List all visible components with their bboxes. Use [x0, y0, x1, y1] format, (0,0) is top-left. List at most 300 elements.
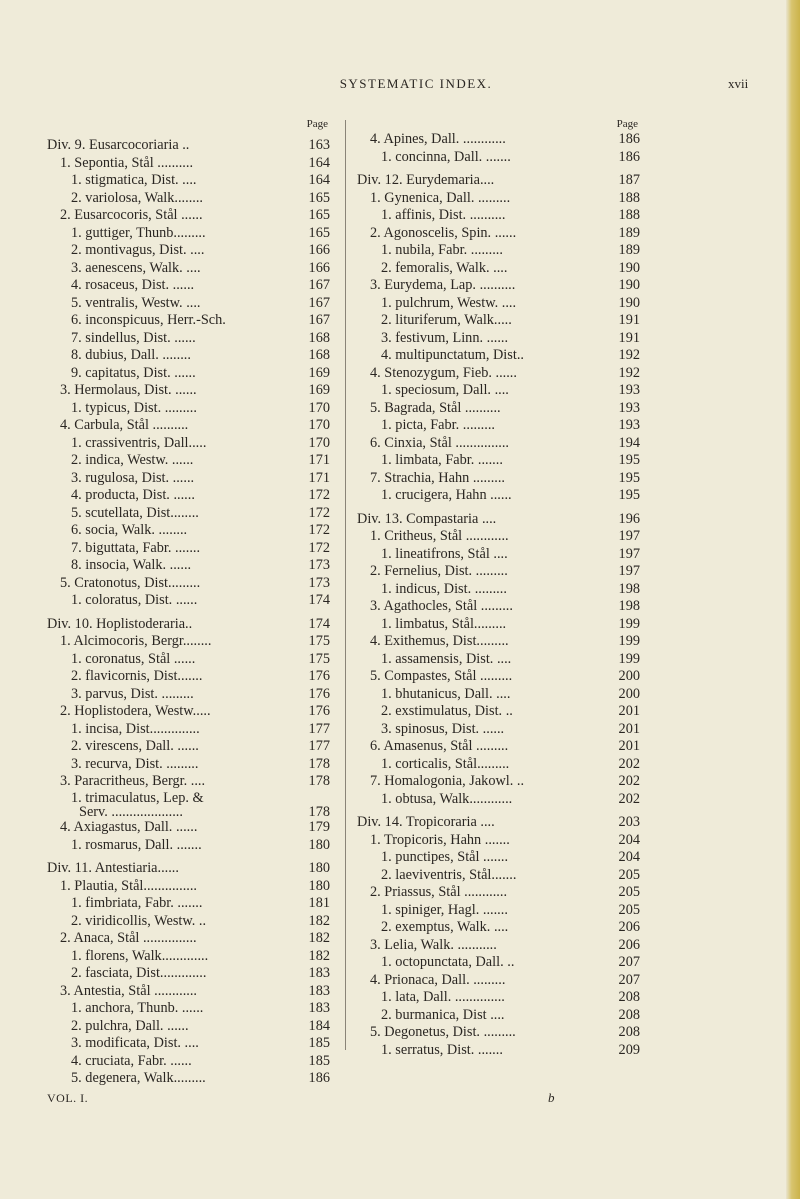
entry-text: 4. Exithemus, Dist.........	[370, 633, 509, 649]
entry-page: 205	[618, 866, 640, 883]
entry-page: 196	[618, 510, 640, 527]
entry-text: 3. Agathocles, Stål .........	[370, 598, 513, 614]
entry-text: 1. coloratus, Dist. ......	[71, 592, 198, 608]
entry-page: 192	[618, 347, 640, 363]
division-heading	[357, 172, 640, 190]
entry-page: 204	[618, 831, 640, 848]
index-entry	[357, 546, 640, 564]
entry-page: 171	[308, 469, 330, 486]
entry-text: Div. 12. Eurydemaria....	[357, 172, 495, 188]
index-entry	[357, 330, 640, 348]
entry-page: 163	[308, 137, 330, 153]
entry-text: 8. insocia, Walk. ......	[71, 557, 192, 573]
index-entry	[357, 312, 640, 330]
entry-text: 2. virescens, Dall. ......	[71, 738, 199, 754]
entry-page: 190	[618, 277, 640, 293]
index-entry	[47, 773, 330, 791]
index-entry	[357, 1024, 640, 1042]
index-entry	[357, 131, 640, 149]
index-entry	[47, 575, 330, 593]
entry-text: 2. fasciata, Dist.............	[71, 965, 207, 981]
running-title: SYSTEMATIC INDEX.	[339, 76, 493, 91]
division-heading	[47, 860, 330, 878]
entry-text: 1. obtusa, Walk............	[381, 790, 513, 807]
index-entry	[47, 1070, 330, 1088]
entry-text: 1. assamensis, Dist. ....	[381, 650, 512, 667]
index-entry	[47, 913, 330, 931]
entry-text: 3. Lelia, Walk. ...........	[370, 936, 497, 953]
entry-text: 4. Carbula, Stål ..........	[60, 417, 189, 433]
index-entry	[47, 312, 330, 330]
entry-text: 1. corticalis, Stål.........	[381, 755, 510, 772]
entry-page: 195	[618, 452, 640, 468]
index-entry	[47, 172, 330, 190]
entry-text: 6. Cinxia, Stål ...............	[370, 434, 509, 451]
entry-text: 4. Prionaca, Dall. .........	[370, 971, 506, 988]
entry-text: 1. picta, Fabr. .........	[381, 417, 495, 433]
index-entry	[357, 207, 640, 225]
entry-page: 182	[308, 930, 330, 946]
index-entry	[357, 1042, 640, 1060]
entry-text: 7. biguttata, Fabr. .......	[71, 539, 201, 556]
entry-page: 172	[308, 487, 330, 503]
index-entry	[357, 260, 640, 278]
index-entry	[357, 528, 640, 546]
entry-text: 2. flavicornis, Dist.......	[71, 668, 203, 684]
entry-page: 173	[308, 574, 330, 591]
entry-text: 3. recurva, Dist. .........	[71, 755, 199, 772]
entry-text: 5. Cratonotus, Dist.........	[60, 574, 201, 591]
entry-page: 180	[308, 836, 330, 853]
entry-text: 2. exstimulatus, Dist. ..	[381, 703, 513, 719]
entry-text: 1. punctipes, Stål .......	[381, 849, 509, 865]
index-entry	[47, 965, 330, 983]
entry-page: 194	[618, 434, 640, 451]
entry-text: 3. aenescens, Walk. ....	[71, 259, 201, 276]
entry-page: 207	[618, 954, 640, 970]
index-entry	[47, 738, 330, 756]
entry-text: 2. Fernelius, Dist. .........	[370, 563, 508, 579]
entry-page: 177	[308, 720, 330, 737]
entry-page: 199	[618, 615, 640, 632]
index-entry	[357, 738, 640, 756]
entry-text: 6. Amasenus, Stål .........	[370, 738, 509, 754]
entry-page: 195	[618, 469, 640, 486]
index-entry	[357, 954, 640, 972]
index-entry	[357, 756, 640, 774]
index-entry	[357, 242, 640, 260]
page-column-label: Page	[616, 118, 638, 130]
entry-text: 1. pulchrum, Westw. ....	[381, 294, 517, 311]
entry-page: 186	[618, 131, 640, 147]
index-entry	[47, 557, 330, 575]
entry-page: 166	[308, 242, 330, 258]
entry-text: Div. 13. Compastaria ....	[357, 510, 497, 527]
index-entry	[357, 616, 640, 634]
entry-text: Div. 9. Eusarcocoriaria ..	[47, 137, 190, 153]
index-entry	[357, 149, 640, 167]
entry-page: 206	[618, 919, 640, 935]
entry-page: 202	[618, 790, 640, 807]
entry-text: 5. Bagrada, Stål ..........	[370, 399, 501, 416]
entry-text: 1. affinis, Dist. ..........	[381, 207, 506, 223]
entry-text: 2. lituriferum, Walk.....	[381, 312, 512, 328]
index-entry	[47, 117, 330, 131]
index-entry	[47, 277, 330, 295]
index-entry	[47, 295, 330, 313]
entry-page: 184	[308, 1017, 330, 1034]
entry-page: 164	[308, 154, 330, 171]
entry-text: 1. guttiger, Thunb.........	[71, 224, 206, 241]
entry-page: 172	[308, 504, 330, 521]
signature-mark: b	[548, 1090, 555, 1105]
entry-page: 174	[308, 615, 330, 632]
index-entry	[47, 806, 330, 819]
index-entry	[357, 470, 640, 488]
entry-text: 1. speciosum, Dall. ....	[381, 382, 509, 398]
entry-text: 2. laeviventris, Stål.......	[381, 866, 517, 883]
index-entry	[47, 878, 330, 896]
index-entry	[47, 452, 330, 470]
entry-text: 2. pulchra, Dall. ......	[71, 1017, 189, 1034]
entry-text: 2. variolosa, Walk........	[71, 189, 204, 206]
index-entry	[357, 884, 640, 902]
index-entry	[47, 948, 330, 966]
entry-page: 204	[618, 849, 640, 865]
entry-page: 172	[308, 522, 330, 538]
index-entry	[47, 522, 330, 540]
index-entry	[357, 435, 640, 453]
index-entry	[47, 930, 330, 948]
entry-page: 190	[618, 259, 640, 276]
entry-page: 171	[308, 452, 330, 468]
entry-text: 7. sindellus, Dist. ......	[71, 329, 196, 346]
entry-page: 185	[308, 1052, 330, 1069]
entry-page: 169	[308, 364, 330, 381]
index-entry	[357, 902, 640, 920]
entry-text: 3. Hermolaus, Dist. ......	[60, 382, 197, 398]
index-entry	[357, 277, 640, 295]
index-entry	[47, 365, 330, 383]
entry-text: 2. exemptus, Walk. ....	[381, 919, 509, 935]
entry-page: 173	[308, 557, 330, 573]
entry-text: 5. scutellata, Dist........	[71, 504, 199, 521]
entry-text: 5. Compastes, Stål .........	[370, 668, 513, 684]
index-entry	[357, 832, 640, 850]
index-entry	[47, 633, 330, 651]
entry-page: 168	[308, 329, 330, 346]
index-entry	[47, 686, 330, 704]
index-entry	[47, 225, 330, 243]
entry-page: 183	[308, 965, 330, 981]
division-heading	[47, 616, 330, 634]
entry-page: 180	[308, 877, 330, 894]
index-entry	[47, 382, 330, 400]
entry-page: 198	[618, 580, 640, 597]
index-entry	[47, 668, 330, 686]
index-entry	[47, 400, 330, 418]
entry-text: 1. lineatifrons, Stål ....	[381, 545, 508, 562]
entry-page: 197	[618, 545, 640, 562]
entry-text: 1. Tropicoris, Hahn .......	[370, 831, 510, 848]
index-entry	[357, 365, 640, 383]
index-entry	[47, 1035, 330, 1053]
division-heading	[47, 137, 330, 155]
entry-text: 6. socia, Walk. ........	[71, 522, 188, 538]
entry-text: 2. Agonoscelis, Spin. ......	[370, 224, 517, 241]
entry-page: 197	[618, 563, 640, 579]
entry-text: 1. Alcimocoris, Bergr........	[60, 633, 212, 649]
entry-text: 2. burmanica, Dist ....	[381, 1006, 505, 1023]
entry-text: 1. lata, Dall. ..............	[381, 989, 505, 1005]
index-entry	[47, 260, 330, 278]
index-entry	[357, 347, 640, 365]
entry-page: 165	[308, 189, 330, 206]
index-entry	[357, 791, 640, 809]
entry-page: 167	[308, 277, 330, 293]
entry-text: 1. Sepontia, Stål ..........	[60, 154, 194, 171]
entry-text: Serv. ....................	[79, 804, 183, 820]
entry-page: 183	[308, 982, 330, 999]
entry-page: 191	[618, 329, 640, 346]
index-entry	[357, 651, 640, 669]
entry-text: 1. limbata, Fabr. .......	[381, 452, 503, 468]
index-entry	[357, 989, 640, 1007]
entry-text: 1. serratus, Dist. .......	[381, 1041, 503, 1058]
entry-page: 203	[618, 814, 640, 830]
index-entry	[47, 1018, 330, 1036]
index-entry	[357, 400, 640, 418]
entry-page: 191	[618, 312, 640, 328]
index-entry	[47, 347, 330, 365]
index-entry	[47, 721, 330, 739]
entry-text: 1. fimbriata, Fabr. .......	[71, 895, 203, 911]
entry-page: 182	[308, 912, 330, 929]
index-entry	[357, 382, 640, 400]
entry-text: Div. 14. Tropicoraria ....	[357, 814, 495, 830]
entry-text: 1. limbatus, Stål.........	[381, 615, 507, 632]
index-entry	[357, 581, 640, 599]
entry-page: 190	[618, 294, 640, 311]
entry-text: 4. Apines, Dall. ............	[370, 131, 506, 147]
index-entry	[47, 190, 330, 208]
entry-page: 168	[308, 347, 330, 363]
entry-text: 3. rugulosa, Dist. ......	[71, 469, 195, 486]
entry-page: 172	[308, 539, 330, 556]
index-entry	[357, 867, 640, 885]
entry-text: 1. typicus, Dist. .........	[71, 399, 197, 416]
entry-text: 1. bhutanicus, Dall. ....	[381, 685, 511, 702]
entry-text: 3. spinosus, Dist. ......	[381, 720, 505, 737]
index-entry	[47, 1053, 330, 1071]
book-edge-shadow	[786, 0, 800, 1199]
index-column-left	[47, 117, 330, 1088]
entry-page: 192	[618, 364, 640, 381]
column-divider	[345, 120, 346, 1050]
index-entry	[357, 563, 640, 581]
entry-page: 180	[308, 860, 330, 876]
entry-text: Div. 10. Hoplistoderaria..	[47, 615, 193, 632]
index-entry	[357, 295, 640, 313]
index-entry	[47, 470, 330, 488]
entry-text: 1. rosmarus, Dall. .......	[71, 836, 202, 853]
entry-page: 167	[308, 294, 330, 311]
entry-text: 3. parvus, Dist. .........	[71, 685, 194, 702]
entry-page: 169	[308, 382, 330, 398]
index-entry	[47, 756, 330, 774]
entry-page: 202	[618, 773, 640, 789]
entry-page: 205	[618, 901, 640, 918]
page-header	[0, 76, 800, 96]
index-entry	[357, 972, 640, 990]
entry-page: 209	[618, 1041, 640, 1058]
entry-text: 8. dubius, Dall. ........	[71, 347, 191, 363]
entry-page: 165	[308, 207, 330, 223]
index-entry	[47, 983, 330, 1001]
entry-text: 4. rosaceus, Dist. ......	[71, 277, 195, 293]
entry-text: 5. degenera, Walk.........	[71, 1070, 206, 1086]
index-entry	[357, 598, 640, 616]
index-entry	[47, 435, 330, 453]
entry-page: 179	[308, 819, 330, 835]
entry-text: Div. 11. Antestiaria......	[47, 860, 179, 876]
entry-text: 1. stigmatica, Dist. ....	[71, 172, 197, 188]
entry-text: 1. concinna, Dall. .......	[381, 148, 511, 165]
entry-text: 1. Gynenica, Dall. .........	[370, 189, 511, 206]
entry-text: 3. modificata, Dist. ....	[71, 1035, 199, 1051]
entry-page: 188	[618, 189, 640, 206]
entry-text: 7. Homalogonia, Jakowl. ..	[370, 773, 525, 789]
entry-page: 188	[618, 207, 640, 223]
index-entry	[357, 417, 640, 435]
entry-page: 178	[308, 773, 330, 789]
division-heading	[357, 814, 640, 832]
index-entry	[47, 837, 330, 855]
entry-text: 1. anchora, Thunb. ......	[71, 1000, 204, 1016]
entry-page: 170	[308, 399, 330, 416]
entry-text: 4. producta, Dist. ......	[71, 487, 195, 503]
index-entry	[357, 721, 640, 739]
entry-text: 2. indica, Westw. ......	[71, 452, 194, 468]
entry-page: 206	[618, 936, 640, 953]
index-entry	[47, 651, 330, 669]
entry-page: 177	[308, 738, 330, 754]
entry-page: 189	[618, 242, 640, 258]
entry-text: 5. Degonetus, Dist. .........	[370, 1024, 516, 1040]
entry-page: 208	[618, 989, 640, 1005]
entry-page: 178	[308, 804, 330, 820]
index-entry	[357, 452, 640, 470]
entry-text: 1. crassiventris, Dall.....	[71, 434, 207, 451]
index-entry	[47, 155, 330, 173]
index-entry	[357, 225, 640, 243]
entry-page: 199	[618, 650, 640, 667]
entry-page: 200	[618, 685, 640, 702]
entry-text: 3. Paracritheus, Bergr. ....	[60, 773, 206, 789]
entry-page: 199	[618, 633, 640, 649]
entry-page: 174	[308, 592, 330, 608]
index-entry	[357, 703, 640, 721]
entry-page: 175	[308, 633, 330, 649]
entry-page: 200	[618, 668, 640, 684]
index-entry	[47, 592, 330, 610]
entry-text: 9. capitatus, Dist. ......	[71, 364, 196, 381]
division-heading	[357, 511, 640, 529]
entry-text: 4. Axiagastus, Dall. ......	[60, 819, 198, 835]
page-column-label: Page	[306, 118, 328, 130]
entry-page: 193	[618, 382, 640, 398]
index-entry	[47, 242, 330, 260]
entry-text: 7. Strachia, Hahn .........	[370, 469, 505, 486]
entry-page: 195	[618, 487, 640, 503]
entry-text: 1. trimaculatus, Lep. &	[71, 789, 204, 806]
entry-text: 2. femoralis, Walk. ....	[381, 259, 508, 276]
entry-page: 202	[618, 755, 640, 772]
entry-page: 201	[618, 703, 640, 719]
entry-page: 208	[618, 1024, 640, 1040]
entry-page: 207	[618, 971, 640, 988]
index-entry	[357, 633, 640, 651]
entry-text: 1. octopunctata, Dall. ..	[381, 954, 515, 970]
index-entry	[357, 773, 640, 791]
entry-page: 181	[308, 895, 330, 911]
entry-page: 182	[308, 947, 330, 964]
entry-text: 1. nubila, Fabr. .........	[381, 242, 503, 258]
entry-page: 164	[308, 172, 330, 188]
index-entry	[357, 1007, 640, 1025]
index-entry	[357, 937, 640, 955]
index-entry	[357, 668, 640, 686]
entry-page: 183	[308, 1000, 330, 1016]
index-entry	[357, 849, 640, 867]
entry-page: 208	[618, 1006, 640, 1023]
entry-text: 1. indicus, Dist. .........	[381, 580, 507, 597]
entry-text: 2. Priassus, Stål ............	[370, 884, 508, 900]
index-entry	[357, 487, 640, 505]
entry-page: 193	[618, 417, 640, 433]
index-entry	[47, 1000, 330, 1018]
entry-text: 2. montivagus, Dist. ....	[71, 242, 205, 258]
entry-text: 1. florens, Walk.............	[71, 947, 209, 964]
volume-label: VOL. I.	[47, 1091, 89, 1105]
entry-page: 185	[308, 1035, 330, 1051]
entry-text: 1. Critheus, Stål ............	[370, 528, 509, 544]
page-number: xvii	[728, 76, 749, 91]
entry-page: 167	[308, 312, 330, 328]
entry-text: 2. Hoplistodera, Westw.....	[60, 703, 211, 719]
entry-page: 186	[618, 148, 640, 165]
entry-text: 3. Antestia, Stål ............	[60, 982, 198, 999]
entry-page: 187	[618, 172, 640, 188]
entry-text: 4. Stenozygum, Fieb. ......	[370, 364, 517, 381]
index-entry	[357, 117, 640, 131]
entry-page: 176	[308, 668, 330, 684]
entry-page: 198	[618, 598, 640, 614]
entry-text: 5. ventralis, Westw. ....	[71, 294, 201, 311]
index-entry	[47, 703, 330, 721]
index-entry	[47, 330, 330, 348]
entry-text: 4. multipunctatum, Dist..	[381, 347, 524, 363]
entry-page: 186	[308, 1070, 330, 1086]
index-entry	[357, 190, 640, 208]
entry-page: 189	[618, 224, 640, 241]
entry-page: 193	[618, 399, 640, 416]
index-entry	[47, 540, 330, 558]
entry-page: 170	[308, 417, 330, 433]
entry-page: 201	[618, 738, 640, 754]
index-entry	[47, 819, 330, 837]
entry-text: 3. Eurydema, Lap. ..........	[370, 277, 516, 293]
